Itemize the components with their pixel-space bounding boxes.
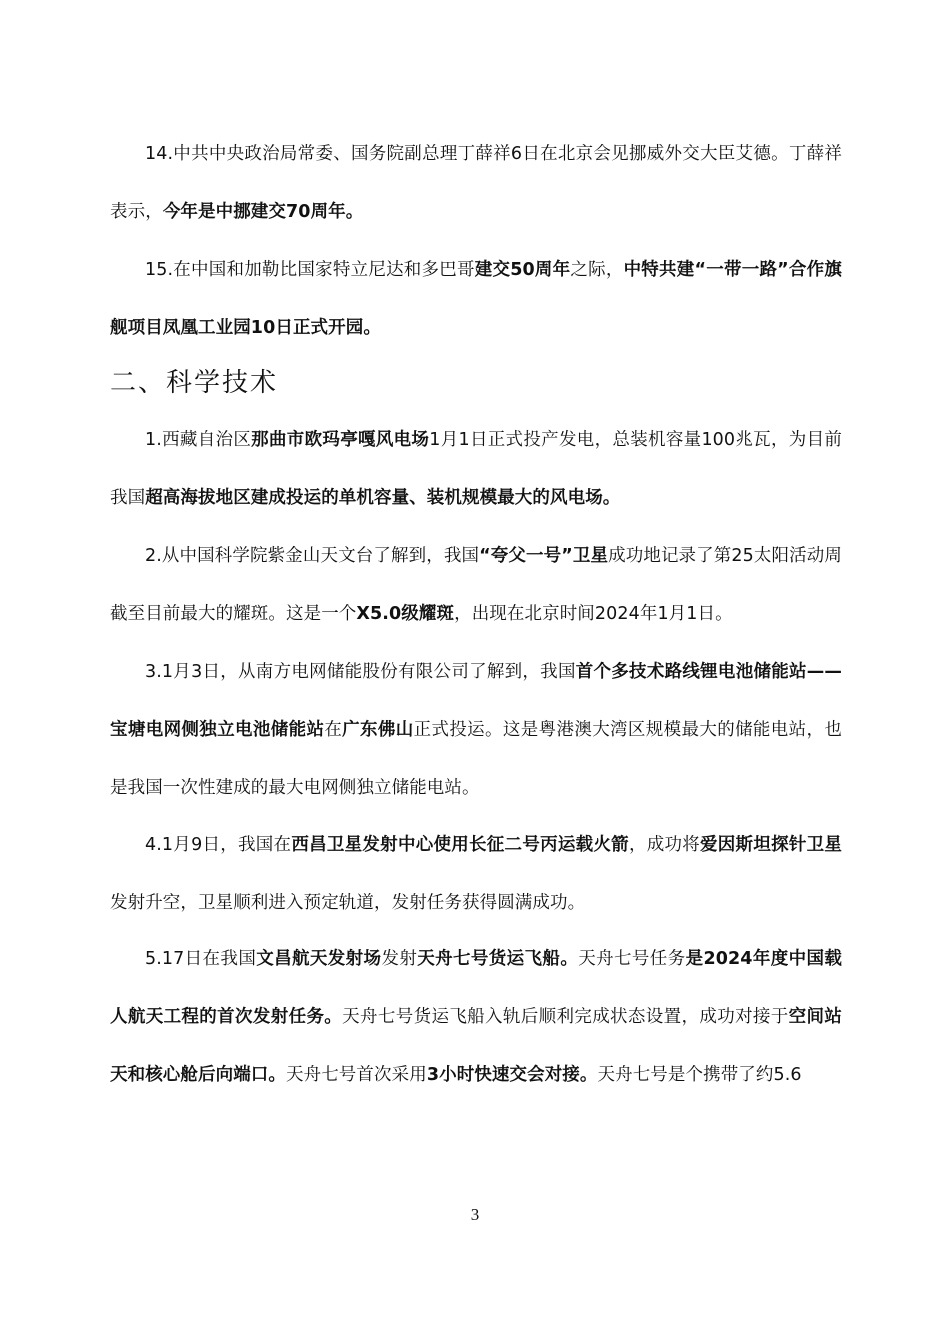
text-segment: 之际，	[570, 260, 624, 280]
text-segment: 在	[324, 720, 343, 740]
bold-text: X5.0级耀斑	[356, 604, 455, 624]
text-segment: ，出现在北京时间2024年1月1日。	[454, 604, 733, 624]
text-segment: 4.1月9日，我国在	[145, 835, 292, 855]
paragraph-news-15	[110, 241, 842, 357]
text-segment: 2.从中国科学院紫金山天文台了解到，我国	[145, 546, 480, 566]
bold-text: 建交50周年	[474, 260, 571, 280]
paragraph-tech-4	[110, 816, 842, 932]
bold-text: 今年是中挪建交70周年。	[162, 202, 364, 222]
text-segment: 天舟七号任务	[578, 949, 686, 969]
text-segment: 1月1日正式投产发电，总装机容量100兆瓦，为目前我国	[110, 430, 843, 508]
text-segment: 发射	[381, 949, 418, 969]
text-segment: 天舟七号是个携带了约5.6	[597, 1065, 802, 1085]
bold-text: 文昌航天发射场	[256, 949, 382, 969]
bold-text: 是2024年度中国载人航天工程的首次发射任务。	[110, 949, 842, 1027]
bold-text: 广东佛山	[342, 720, 414, 740]
bold-text: 天舟七号货运飞船。	[417, 949, 579, 969]
paragraph-tech-5	[110, 930, 842, 1104]
text-segment: 5.17日在我国	[145, 949, 257, 969]
text-segment: 天舟七号首次采用	[286, 1065, 427, 1085]
bold-text: 首个多技术路线锂电池储能站——宝塘电网侧独立电池储能站	[110, 662, 842, 740]
bold-text: 爱因斯坦探针卫星	[700, 835, 842, 855]
text-segment: 天舟七号货运飞船入轨后顺利完成状态设置，成功对接于	[342, 1007, 789, 1027]
text-segment: 15.在中国和加勒比国家特立尼达和多巴哥	[145, 260, 475, 280]
bold-text: “夸父一号”卫星	[479, 546, 609, 566]
bold-text: 超高海拔地区建成投运的单机容量、装机规模最大的风电场。	[145, 488, 621, 508]
section-heading: 二、科学技术	[110, 368, 279, 398]
text-segment: ，成功将	[628, 835, 701, 855]
paragraph-news-14	[110, 125, 842, 241]
text-segment: 1.西藏自治区	[145, 430, 252, 450]
bold-text: 那曲市欧玛亭嘎风电场	[251, 430, 430, 450]
bold-text: 西昌卫星发射中心使用长征二号丙运载火箭	[291, 835, 629, 855]
text-segment: 14.中共中央政治局常委、国务院副总理丁薛祥6日在北京会见挪威外交大臣艾德。丁薛祥表示，	[110, 144, 842, 222]
text-segment: 正式投运。这是粤港澳大湾区规模最大的储能电站，也是我国一次性建成的最大电网侧独立储能电站。	[110, 720, 842, 798]
text-segment: 3.1月3日，从南方电网储能股份有限公司了解到，我国	[145, 662, 576, 682]
paragraph-tech-1	[110, 411, 842, 527]
paragraph-tech-2	[110, 527, 842, 643]
bold-text: 空间站天和核心舱后向端口。	[110, 1007, 842, 1085]
text-segment: 发射升空，卫星顺利进入预定轨道，发射任务获得圆满成功。	[110, 893, 586, 913]
bold-text: 3小时快速交会对接。	[426, 1065, 598, 1085]
page-number: 3	[470, 1205, 480, 1224]
bold-text: 中特共建“一带一路”合作旗舰项目凤凰工业园10日正式开园。	[110, 260, 842, 338]
text-segment: 成功地记录了第25太阳活动周截至目前最大的耀斑。这是一个	[110, 546, 842, 624]
paragraph-tech-3	[110, 643, 842, 817]
